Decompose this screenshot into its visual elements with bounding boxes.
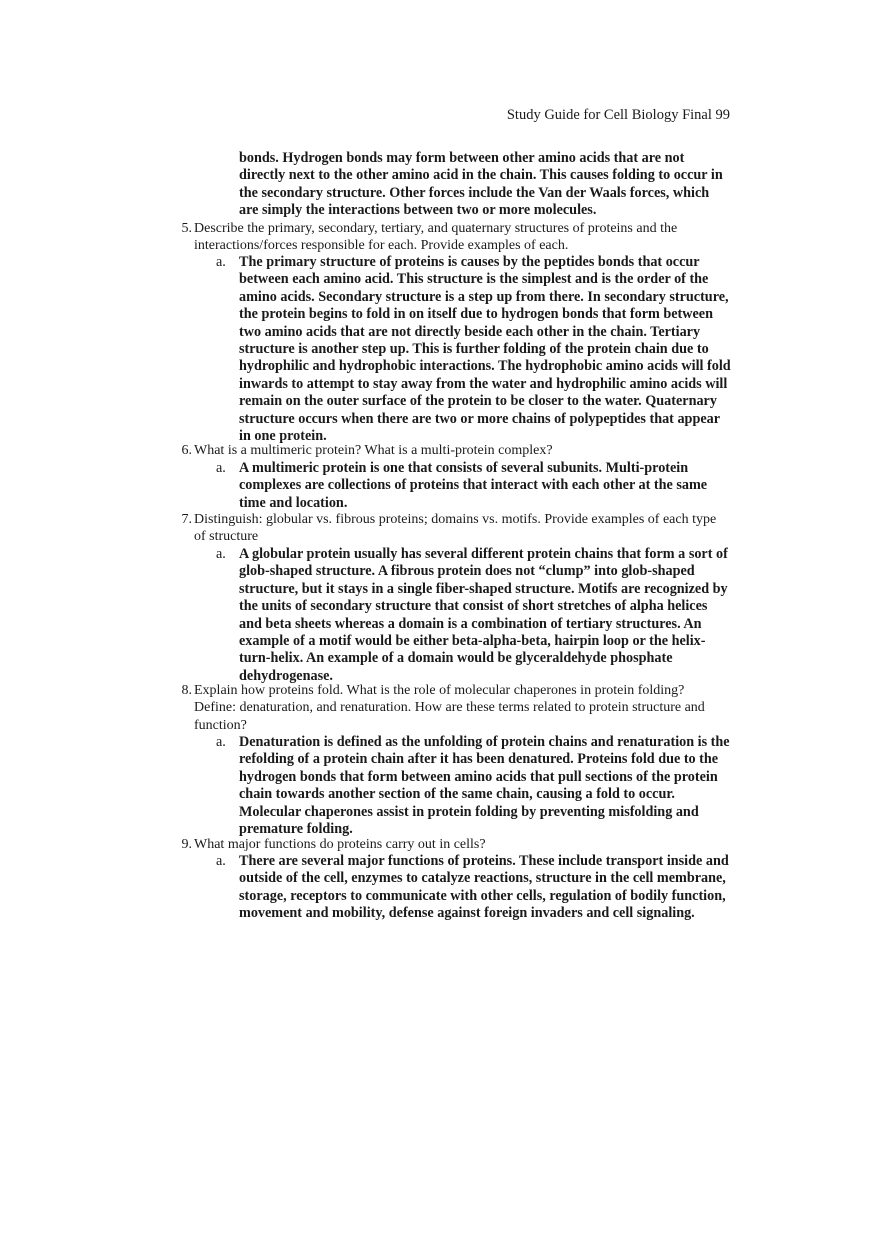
running-header: Study Guide for Cell Biology Final 99 (506, 107, 730, 123)
continued-answer: bonds. Hydrogen bonds may form between other amino acids that are not directly next to the other amino acid in the chain. This causes folding to occur in the secondary structure. Other forces include the Van der Waals forces, which are simply the interactions between two or more molecules. (239, 150, 723, 219)
question-text: Describe the primary, secondary, tertiary, and quaternary structures of proteins and the interactions/forces responsible for each. Provide examples of each. (194, 221, 678, 254)
question-number: 5. (181, 221, 192, 236)
question-number: 7. (181, 512, 192, 527)
answer-text: The primary structure of proteins is causes by the peptides bonds that occur between each amino acid. This structure is the simplest and is the order of the amino acids. Secondary structure is a step up from there. In secondary structure, the protein begins to fold in on itself due to hydrogen bonds that form between two amino acids that are not directly beside each other in the chain. Tertiary structure is another step up. This is further folding of the protein chain due to hydrophilic and hydrophobic interactions. The hydrophobic amino acids will fold inwards to attempt to stay away from the water and hydrophilic amino acids will remain on the outer surface of the protein to be closer to the water. Quaternary structure occurs when there are two or more chains of polypeptides that appear in one protein. (239, 254, 731, 445)
answer-marker: a. (216, 254, 226, 270)
answer-marker: a. (216, 460, 226, 476)
answer-marker: a. (216, 734, 226, 750)
answer-text: There are several major functions of proteins. These include transport inside and outside of the cell, enzymes to catalyze reactions, structure in the cell membrane, storage, receptors to communicate with other cells, regulation of bodily function, movement and mobility, defense against foreign invaders and cell signaling. (239, 853, 729, 922)
answer-marker: a. (216, 546, 226, 562)
question-text: What major functions do proteins carry out in cells? (194, 837, 486, 852)
answer-text: A globular protein usually has several different protein chains that form a sort of glob-shaped structure. A fibrous protein does not “clump” into glob-shaped structure, but it stays in a single fiber-shaped structure. Motifs are recognized by the units of secondary structure that consist of short stretches of alpha helices and beta sheets whereas a domain is a combination of tertiary structures. An example of a motif would be either beta-alpha-beta, hairpin loop or the helix-turn-helix. An example of a domain would be glyceraldehyde phosphate dehydrogenase. (239, 546, 728, 684)
question-text: Explain how proteins fold. What is the role of molecular chaperones in protein folding? Define: denaturation, and renaturation. How are these terms related to protein structure and function? (194, 683, 705, 733)
question-text: Distinguish: globular vs. fibrous proteins; domains vs. motifs. Provide examples of each type of structure (194, 512, 717, 545)
question-number: 9. (181, 837, 192, 852)
question-number: 6. (181, 443, 192, 458)
answer-marker: a. (216, 853, 226, 869)
question-number: 8. (181, 683, 192, 698)
answer-text: A multimeric protein is one that consists of several subunits. Multi-protein complexes are collections of proteins that interact with each other at the same time and location. (239, 460, 708, 511)
question-text: What is a multimeric protein? What is a multi-protein complex? (194, 443, 553, 458)
answer-text: Denaturation is defined as the unfolding of protein chains and renaturation is the refolding of a protein chain after it has been denatured. Proteins fold due to the hydrogen bonds that form between amino acids that pull sections of the protein chain towards another section of the same chain, causing a fold to occur. Molecular chaperones assist in protein folding by preventing misfolding and premature folding. (239, 734, 730, 838)
